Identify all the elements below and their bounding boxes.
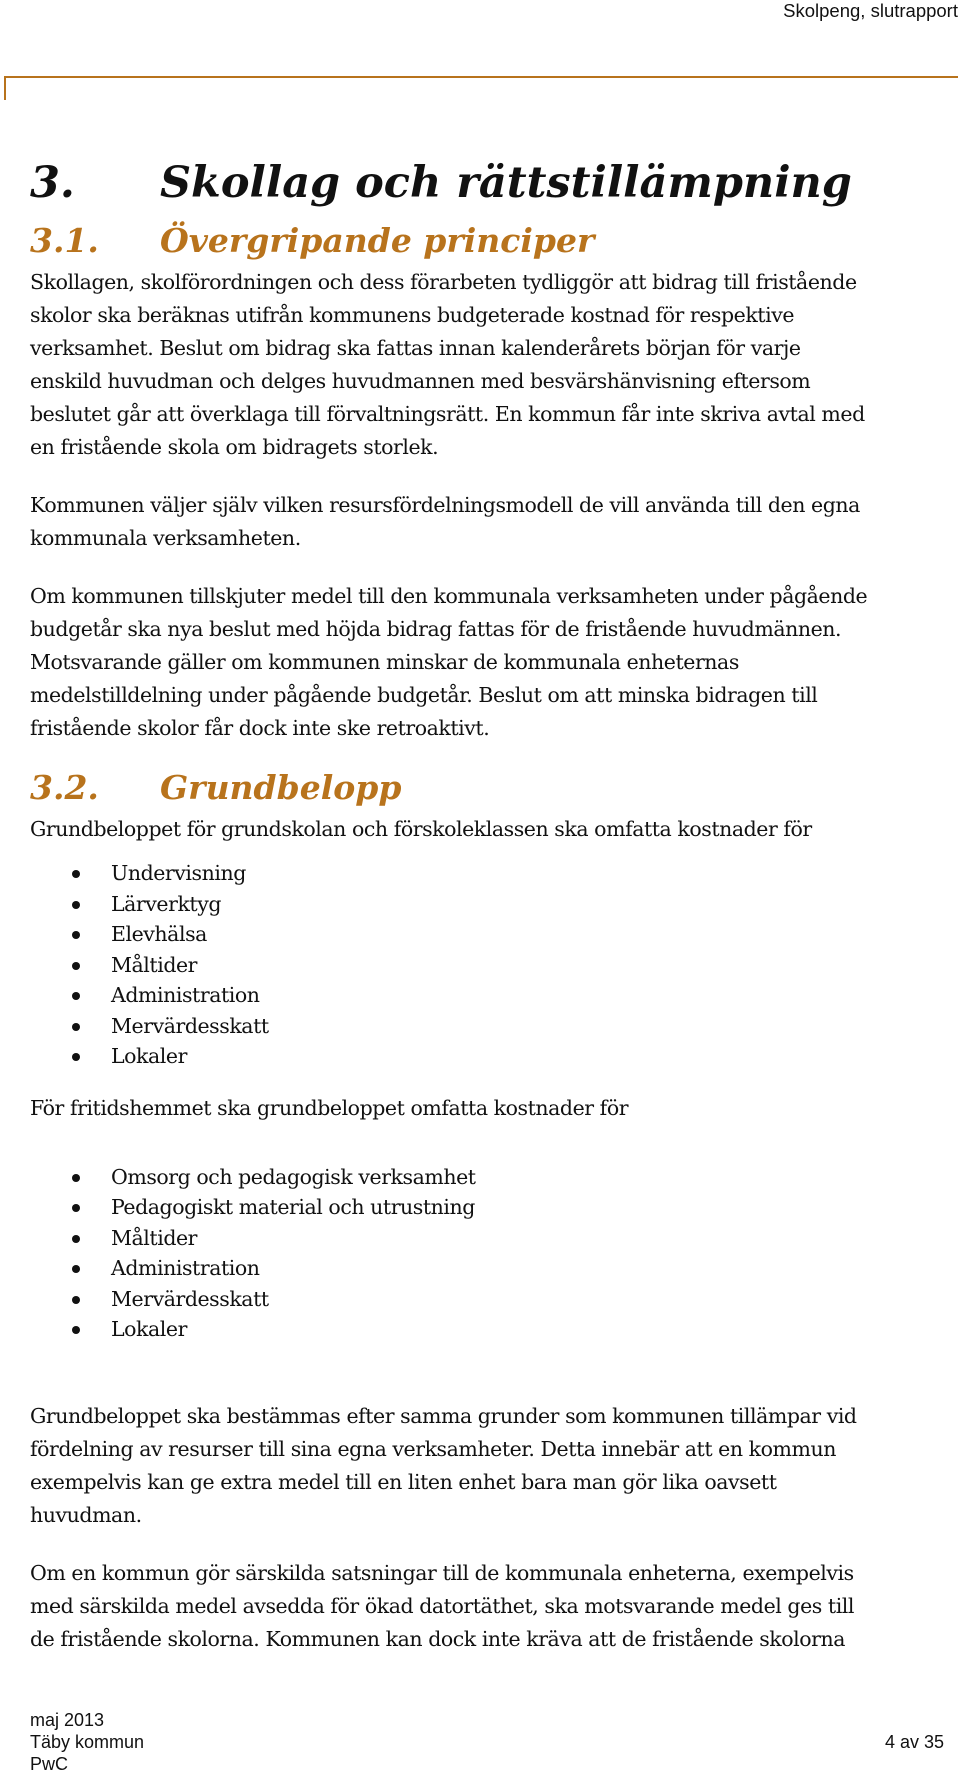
list-item: Omsorg och pedagogisk verksamhet: [30, 1162, 958, 1193]
text-line: med särskilda medel avsedda för ökad datortäthet, ska motsvarande medel ges till: [30, 1593, 855, 1618]
paragraph-resursfordelning: [30, 489, 958, 555]
subsection-number: 3.1.: [30, 221, 99, 260]
text-line: verksamhet. Beslut om bidrag ska fattas innan kalenderårets början för varje: [30, 336, 801, 360]
text-line: Skollagen, skolförordningen och dess förarbeten tydliggör att bidrag till fristående: [30, 270, 857, 294]
paragraph-fritidshem-intro: För fritidshemmet ska grundbeloppet omfatta kostnader för: [30, 1095, 629, 1120]
text-line: Grundbeloppet ska bestämmas efter samma grunder som kommunen tillämpar vid: [30, 1403, 857, 1428]
paragraph-tillskjuter-medel: [30, 580, 958, 745]
subsection-number: 3.2.: [30, 768, 99, 807]
text-line: Kommunen väljer själv vilken resursfördelningsmodell de vill använda till den egna: [30, 493, 860, 517]
paragraph-sarskilda-satsningar: [30, 1557, 958, 1656]
page-footer: [30, 1709, 944, 1775]
paragraph-skollagen: [30, 266, 958, 464]
page-content: [30, 150, 958, 1656]
running-header: Skolpeng, slutrapport: [783, 0, 958, 21]
text-line: Om kommunen tillskjuter medel till den kommunala verksamheten under pågående: [30, 584, 868, 608]
header-rule: [4, 76, 958, 78]
section-title: Skollag och rättstillämpning: [160, 158, 852, 208]
text-line: Motsvarande gäller om kommunen minskar de kommunala enheternas: [30, 650, 739, 674]
subsection-title: Övergripande principer: [160, 221, 595, 260]
list-item: Måltider: [30, 1223, 958, 1254]
list-item: Mervärdesskatt: [30, 1011, 958, 1042]
list-item: Måltider: [30, 950, 958, 981]
list-item: Administration: [30, 1253, 958, 1284]
page-number: 4 av 35: [884, 1732, 944, 1752]
section-number: 3.: [30, 158, 75, 208]
paragraph-grundskola-intro: Grundbeloppet för grundskolan och förskoleklassen ska omfatta kostnader för: [30, 817, 812, 841]
list-item: Lärverktyg: [30, 889, 958, 920]
text-line: kommunala verksamheten.: [30, 526, 301, 550]
list-grundskola-kostnader: [30, 858, 958, 1072]
footer-date: maj 2013: [30, 1710, 105, 1730]
list-item: Administration: [30, 980, 958, 1011]
header-rule-tick: [4, 76, 6, 100]
text-line: beslutet går att överklaga till förvaltningsrätt. En kommun får inte skriva avtal med: [30, 402, 865, 426]
text-line: de fristående skolorna. Kommunen kan dock inte kräva att de fristående skolorna: [30, 1626, 846, 1651]
list-item: Elevhälsa: [30, 919, 958, 950]
text-line: skolor ska beräknas utifrån kommunens budgeterade kostnad för respektive: [30, 303, 795, 327]
footer-firm: PwC: [30, 1754, 69, 1774]
subsection-heading-overgripande: [30, 216, 958, 266]
text-line: en fristående skola om bidragets storlek.: [30, 435, 439, 459]
text-line: budgetår ska nya beslut med höjda bidrag fattas för de fristående huvudmännen.: [30, 617, 842, 641]
text-line: huvudman.: [30, 1502, 142, 1527]
subsection-heading-grundbelopp: [30, 763, 958, 813]
text-line: medelstilldelning under pågående budgetår. Beslut om att minska bidragen till: [30, 683, 818, 707]
section-heading: [30, 150, 958, 216]
text-line: fristående skolor får dock inte ske retroaktivt.: [30, 716, 490, 740]
list-fritidshem-kostnader: [30, 1162, 958, 1345]
paragraph-samma-grunder: [30, 1400, 958, 1532]
list-item: Lokaler: [30, 1314, 958, 1345]
text-line: Om en kommun gör särskilda satsningar till de kommunala enheterna, exempelvis: [30, 1560, 854, 1585]
list-item: Pedagogiskt material och utrustning: [30, 1192, 958, 1223]
list-item: Lokaler: [30, 1041, 958, 1072]
text-line: fördelning av resurser till sina egna verksamheter. Detta innebär att en kommun: [30, 1436, 837, 1461]
list-item: Undervisning: [30, 858, 958, 889]
subsection-title: Grundbelopp: [160, 768, 402, 807]
text-line: enskild huvudman och delges huvudmannen med besvärshänvisning eftersom: [30, 369, 811, 393]
text-line: exempelvis kan ge extra medel till en liten enhet bara man gör lika oavsett: [30, 1469, 777, 1494]
list-item: Mervärdesskatt: [30, 1284, 958, 1315]
footer-client: Täby kommun: [30, 1732, 145, 1752]
